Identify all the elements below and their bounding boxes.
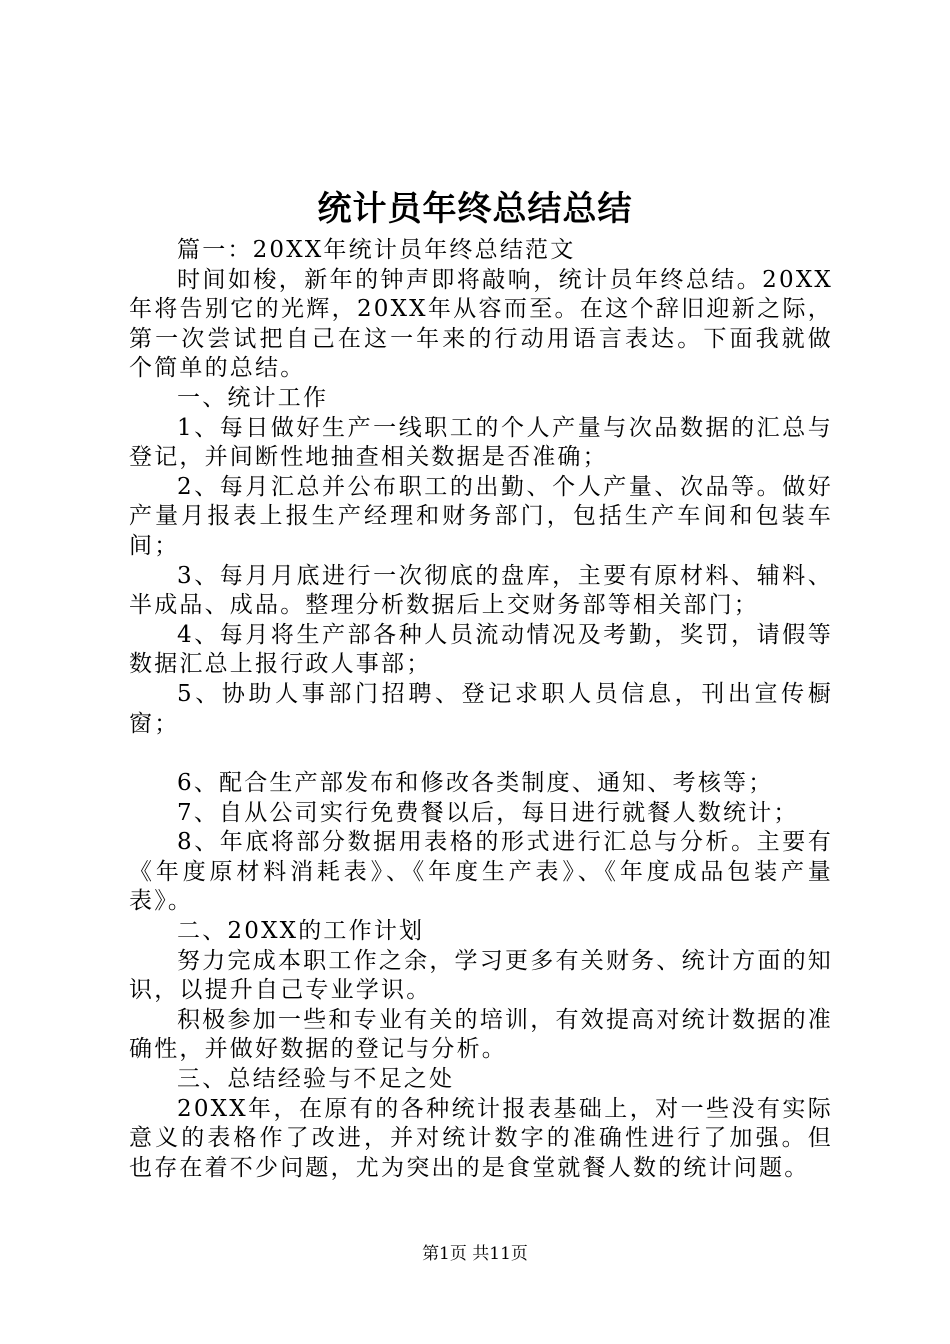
section-heading: 一、统计工作	[177, 384, 329, 411]
list-item: 8、年底将部分数据用表格的形式进行汇总与分析。主要有《年度原材料消耗表》、《年度生产表》、《年度成品包装产量表》。	[129, 829, 833, 915]
section-heading: 二、20XX的工作计划	[177, 918, 425, 945]
paragraph: 时间如梭，新年的钟声即将敲响，统计员年终总结。20XX年将告别它的光辉，20XX年从容而至。在这个辞旧迎新之际，第一次尝试把自己在这一年来的行动用语言表达。下面我就做个简单的总结。	[129, 266, 833, 382]
page-number: 第1页 共11页	[422, 1244, 528, 1264]
list-item: 5、协助人事部门招聘、登记求职人员信息，刊出宣传橱窗；	[129, 680, 833, 737]
list-item: 6、配合生产部发布和修改各类制度、通知、考核等；	[177, 770, 774, 797]
section-heading: 篇一：20XX年统计员年终总结范文	[177, 237, 576, 263]
document-body	[129, 236, 833, 1183]
list-item: 1、每日做好生产一线职工的个人产量与次品数据的汇总与登记，并间断性地抽查相关数据是否准确；	[129, 414, 833, 471]
list-item: 7、自从公司实行免费餐以后，每日进行就餐人数统计；	[177, 799, 799, 826]
paragraph: 积极参加一些和专业有关的培训，有效提高对统计数据的准确性，并做好数据的登记与分析。	[129, 1006, 833, 1063]
list-item: 2、每月汇总并公布职工的出勤、个人产量、次品等。做好产量月报表上报生产经理和财务部门，包括生产车间和包装车间；	[129, 473, 833, 559]
list-item: 3、每月月底进行一次彻底的盘库，主要有原材料、辅料、半成品、成品。整理分析数据后上交财务部等相关部门；	[129, 562, 833, 619]
paragraph: 努力完成本职工作之余，学习更多有关财务、统计方面的知识，以提升自己专业学识。	[129, 947, 833, 1004]
paragraph: 20XX年，在原有的各种统计报表基础上，对一些没有实际意义的表格作了改进，并对统计数字的准确性进行了加强。但也存在着不少问题，尤为突出的是食堂就餐人数的统计问题。	[129, 1095, 833, 1181]
list-item: 4、每月将生产部各种人员流动情况及考勤，奖罚，请假等数据汇总上报行政人事部；	[129, 621, 833, 678]
document-title: 统计员年终总结总结	[317, 189, 633, 229]
section-heading: 三、总结经验与不足之处	[177, 1066, 455, 1093]
